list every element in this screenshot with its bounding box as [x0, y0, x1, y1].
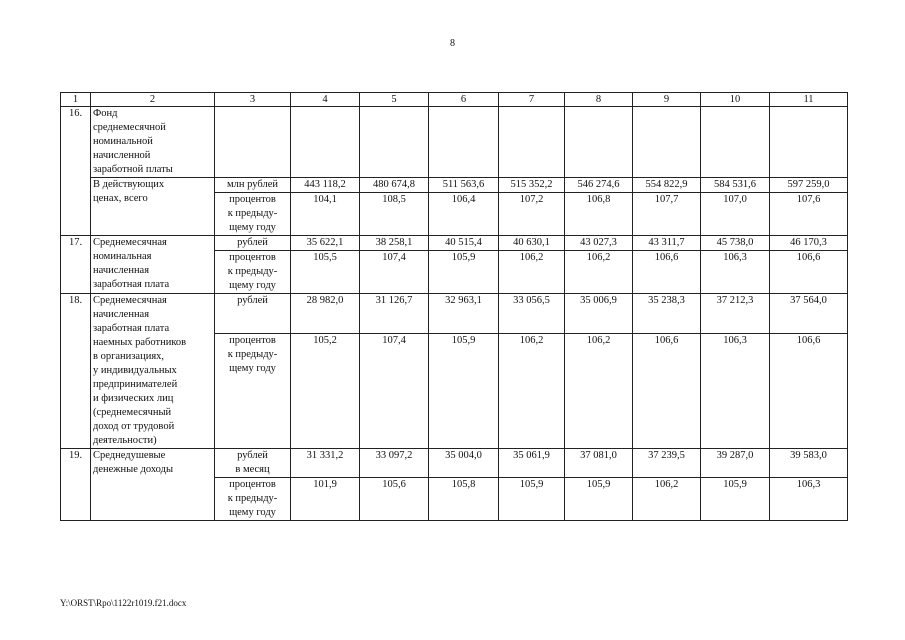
value-cell: 106,6 — [770, 334, 848, 449]
empty-cell — [291, 107, 360, 178]
value-cell: 515 352,2 — [499, 178, 565, 193]
value-cell: 106,2 — [565, 251, 633, 294]
value-cell: 105,6 — [360, 478, 429, 521]
value-cell: 107,0 — [701, 193, 770, 236]
column-header: 3 — [215, 93, 291, 107]
value-cell: 554 822,9 — [633, 178, 701, 193]
unit-cell: процентов к предыду- щему году — [215, 478, 291, 521]
empty-cell — [360, 107, 429, 178]
unit-cell: процентов к предыду- щему году — [215, 193, 291, 236]
column-header: 1 — [61, 93, 91, 107]
value-cell: 104,1 — [291, 193, 360, 236]
empty-cell — [633, 107, 701, 178]
value-cell: 35 004,0 — [429, 449, 499, 478]
column-header: 9 — [633, 93, 701, 107]
indicator-name: Среднемесячная номинальная начисленная заработная плата — [91, 236, 215, 294]
value-cell: 107,7 — [633, 193, 701, 236]
empty-cell — [701, 107, 770, 178]
column-header: 8 — [565, 93, 633, 107]
unit-cell: процентов к предыду- щему году — [215, 334, 291, 449]
indicator-name: Среднемесячная начисленная заработная плата наемных работников в организациях, у индивидуальных предпринимателей и физических лиц (среднемесячный доход от трудовой деятельности) — [91, 294, 215, 449]
value-cell: 39 287,0 — [701, 449, 770, 478]
value-cell: 32 963,1 — [429, 294, 499, 334]
unit-cell: рублей — [215, 294, 291, 334]
value-cell: 105,8 — [429, 478, 499, 521]
value-cell: 40 515,4 — [429, 236, 499, 251]
value-cell: 31 331,2 — [291, 449, 360, 478]
row-number: 19. — [61, 449, 91, 521]
empty-cell — [499, 107, 565, 178]
value-cell: 101,9 — [291, 478, 360, 521]
table-row — [61, 449, 848, 478]
value-cell: 35 238,3 — [633, 294, 701, 334]
indicator-name: Среднедушевые денежные доходы — [91, 449, 215, 521]
value-cell: 28 982,0 — [291, 294, 360, 334]
value-cell: 106,2 — [633, 478, 701, 521]
value-cell: 106,3 — [701, 251, 770, 294]
table-row — [61, 294, 848, 334]
column-header: 5 — [360, 93, 429, 107]
unit-cell: млн рублей — [215, 178, 291, 193]
empty-cell — [770, 107, 848, 178]
header-row — [61, 93, 848, 107]
value-cell: 35 061,9 — [499, 449, 565, 478]
unit-cell: процентов к предыду- щему году — [215, 251, 291, 294]
row-number: 18. — [61, 294, 91, 449]
empty-cell — [429, 107, 499, 178]
column-header: 2 — [91, 93, 215, 107]
value-cell: 43 311,7 — [633, 236, 701, 251]
row-number: 17. — [61, 236, 91, 294]
value-cell: 584 531,6 — [701, 178, 770, 193]
value-cell: 35 622,1 — [291, 236, 360, 251]
unit-cell: рублей — [215, 236, 291, 251]
document-path-footer: Y:\ORST\Rpo\1122r1019.f21.docx — [60, 598, 187, 608]
column-header: 11 — [770, 93, 848, 107]
value-cell: 597 259,0 — [770, 178, 848, 193]
value-cell: 31 126,7 — [360, 294, 429, 334]
value-cell: 106,6 — [633, 251, 701, 294]
value-cell: 105,9 — [429, 251, 499, 294]
indicator-name: В действующих ценах, всего — [91, 178, 215, 236]
value-cell: 106,4 — [429, 193, 499, 236]
value-cell: 105,5 — [291, 251, 360, 294]
value-cell: 105,9 — [701, 478, 770, 521]
value-cell: 443 118,2 — [291, 178, 360, 193]
unit-cell: рублей в месяц — [215, 449, 291, 478]
value-cell: 33 097,2 — [360, 449, 429, 478]
column-header: 6 — [429, 93, 499, 107]
value-cell: 40 630,1 — [499, 236, 565, 251]
empty-cell — [215, 107, 291, 178]
indicator-name: Фонд среднемесячной номинальной начисленной заработной платы — [91, 107, 215, 178]
table-row — [61, 107, 848, 178]
value-cell: 105,9 — [499, 478, 565, 521]
value-cell: 105,2 — [291, 334, 360, 449]
table-row — [61, 178, 848, 193]
value-cell: 106,6 — [633, 334, 701, 449]
value-cell: 106,3 — [701, 334, 770, 449]
value-cell: 35 006,9 — [565, 294, 633, 334]
value-cell: 107,4 — [360, 334, 429, 449]
value-cell: 43 027,3 — [565, 236, 633, 251]
value-cell: 37 239,5 — [633, 449, 701, 478]
value-cell: 106,2 — [565, 334, 633, 449]
value-cell: 106,8 — [565, 193, 633, 236]
value-cell: 37 212,3 — [701, 294, 770, 334]
value-cell: 45 738,0 — [701, 236, 770, 251]
value-cell: 105,9 — [429, 334, 499, 449]
table-row — [61, 236, 848, 251]
value-cell: 106,6 — [770, 251, 848, 294]
value-cell: 546 274,6 — [565, 178, 633, 193]
page-number: 8 — [450, 38, 455, 49]
value-cell: 108,5 — [360, 193, 429, 236]
value-cell: 107,4 — [360, 251, 429, 294]
value-cell: 106,2 — [499, 251, 565, 294]
value-cell: 106,3 — [770, 478, 848, 521]
row-number: 16. — [61, 107, 91, 236]
column-header: 10 — [701, 93, 770, 107]
data-table — [60, 92, 848, 521]
value-cell: 46 170,3 — [770, 236, 848, 251]
column-header: 4 — [291, 93, 360, 107]
value-cell: 38 258,1 — [360, 236, 429, 251]
value-cell: 480 674,8 — [360, 178, 429, 193]
value-cell: 39 583,0 — [770, 449, 848, 478]
value-cell: 511 563,6 — [429, 178, 499, 193]
value-cell: 106,2 — [499, 334, 565, 449]
value-cell: 33 056,5 — [499, 294, 565, 334]
value-cell: 107,2 — [499, 193, 565, 236]
value-cell: 107,6 — [770, 193, 848, 236]
value-cell: 105,9 — [565, 478, 633, 521]
empty-cell — [565, 107, 633, 178]
value-cell: 37 081,0 — [565, 449, 633, 478]
column-header: 7 — [499, 93, 565, 107]
value-cell: 37 564,0 — [770, 294, 848, 334]
